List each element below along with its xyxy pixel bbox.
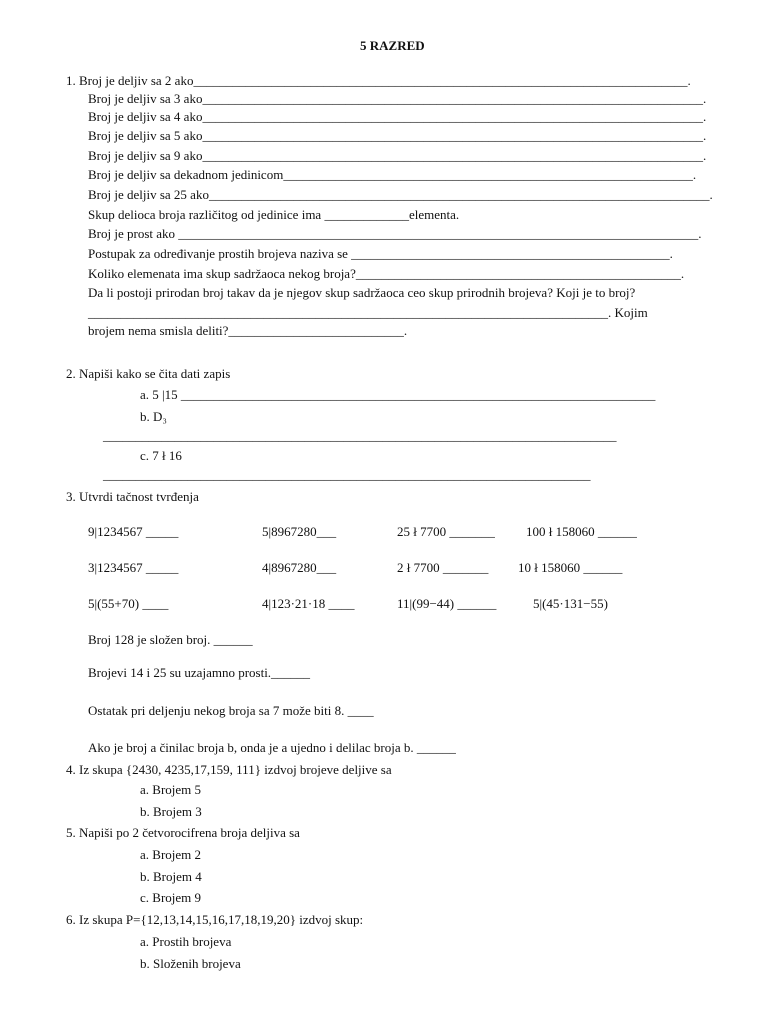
q2-item-b: b. D₃ (140, 409, 167, 424)
q3-cell: 4|123·21·18 ____ (262, 596, 355, 611)
q1-line: Broj je deljiv sa 25 ako_____________________________________________________________________________. (88, 187, 713, 202)
q3-cell: 10 ł 158060 ______ (518, 560, 623, 575)
q1-line: Broj je deljiv sa 5 ako_____________________________________________________________________________. (88, 128, 707, 143)
q2-heading: 2. Napiši kako se čita dati zapis (66, 366, 231, 381)
q1-line: Broj je deljiv sa 9 ako_____________________________________________________________________________. (88, 148, 707, 163)
q3-statement: Broj 128 je složen broj. ______ (88, 632, 253, 647)
q6-item: b. Složenih brojeva (140, 956, 241, 971)
q3-heading: 3. Utvrdi tačnost tvrđenja (66, 489, 199, 504)
q1-line: Skup delioca broja različitog od jedinice ima _____________elementa. (88, 207, 460, 222)
q3-cell: 9|1234567 _____ (88, 524, 179, 539)
q5-item: c. Brojem 9 (140, 890, 202, 905)
q1-line: 1. Broj je deljiv sa 2 ako____________________________________________________________________________. (66, 73, 691, 88)
q1-line: Broj je prost ako ________________________________________________________________________________. (88, 226, 702, 241)
q1-line: Da li postoji prirodan broj takav da je njegov skup sadržaoca ceo skup prirodnih brojeva? Koji je to broj? (88, 285, 636, 300)
q1-line: Broj je deljiv sa 3 ako_____________________________________________________________________________. (88, 91, 707, 106)
q1-line: ________________________________________________________________________________. Kojim (88, 305, 648, 320)
q6-heading: 6. Iz skupa P={12,13,14,15,16,17,18,19,20} izdvoj skup: (66, 912, 364, 927)
q1-line: Broj je deljiv sa dekadnom jedinicom_______________________________________________________________. (88, 167, 697, 182)
q6-item: a. Prostih brojeva (140, 934, 232, 949)
q3-statement: Brojevi 14 i 25 su uzajamno prosti.______ (88, 665, 311, 680)
q3-cell: 5|8967280___ (262, 524, 337, 539)
q5-heading: 5. Napiši po 2 četvorocifrena broja deljiva sa (66, 825, 300, 840)
q1-line: Broj je deljiv sa 4 ako_____________________________________________________________________________. (88, 109, 707, 124)
q2-item-a: a. 5 |15 _________________________________________________________________________ (140, 387, 656, 402)
q3-cell: 100 ł 158060 ______ (526, 524, 637, 539)
q2-item-c: c. 7 ł 16 (140, 448, 182, 463)
page-title: 5 RAZRED (360, 38, 425, 53)
q3-statement: Ako je broj a činilac broja b, onda je a ujedno i delilac broja b. ______ (88, 740, 456, 755)
q5-item: b. Brojem 4 (140, 869, 202, 884)
q3-cell: 11|(99−44) ______ (397, 596, 497, 611)
q3-cell: 3|1234567 _____ (88, 560, 179, 575)
q2-answer-line-b: _______________________________________________________________________________ (103, 428, 617, 443)
q4-item: b. Brojem 3 (140, 804, 202, 819)
q1-line: brojem nema smisla deliti?___________________________. (88, 323, 408, 338)
q3-cell: 25 ł 7700 _______ (397, 524, 495, 539)
q3-cell: 2 ł 7700 _______ (397, 560, 489, 575)
q5-item: a. Brojem 2 (140, 847, 202, 862)
q4-item: a. Brojem 5 (140, 782, 202, 797)
q3-statement: Ostatak pri deljenju nekog broja sa 7 može biti 8. ____ (88, 703, 374, 718)
q1-line: Koliko elemenata ima skup sadržaoca nekog broja?__________________________________________________. (88, 266, 685, 281)
q2-answer-line-c: ___________________________________________________________________________ (103, 467, 591, 482)
q3-cell: 5|(55+70) ____ (88, 596, 169, 611)
q3-cell: 4|8967280___ (262, 560, 337, 575)
q4-heading: 4. Iz skupa {2430, 4235,17,159, 111} izdvoj brojeve deljive sa (66, 762, 392, 777)
q1-line: Postupak za određivanje prostih brojeva naziva se _________________________________________________. (88, 246, 673, 261)
q3-cell: 5|(45·131−55) (533, 596, 608, 611)
